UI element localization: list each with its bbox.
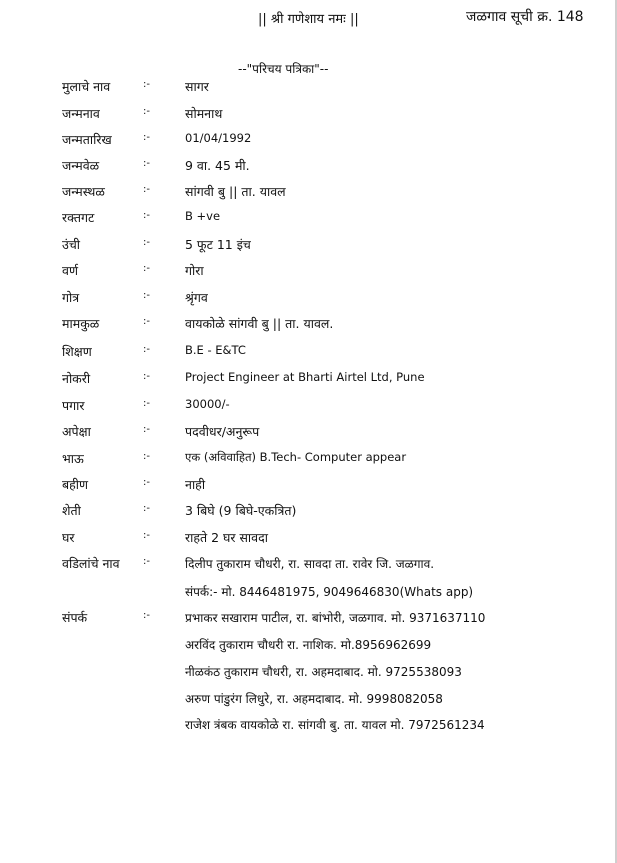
field-label: घर — [62, 530, 75, 545]
field-separator: :- — [143, 610, 150, 621]
field-label: बहीण — [62, 477, 89, 492]
field-label: वडिलांचे नाव — [62, 556, 120, 571]
field-value: सोमनाथ — [185, 106, 223, 121]
field-separator: :- — [143, 237, 150, 248]
field-separator: :- — [143, 184, 150, 195]
field-label: उंची — [62, 237, 81, 252]
field-separator: :- — [143, 424, 150, 435]
field-separator: :- — [143, 79, 150, 90]
father-contact-line: संपर्क:- मो. 8446481975, 9049646830(Whats app) — [185, 585, 474, 599]
field-label: संपर्क — [62, 610, 88, 625]
field-value: राहते 2 घर सावदा — [185, 530, 268, 545]
field-separator: :- — [143, 398, 150, 409]
field-value: दिलीप तुकाराम चौधरी, रा. सावदा ता. रावेर जि. जळगाव. — [185, 557, 435, 571]
field-value: एक (अविवाहित) B.Tech- Computer appear — [185, 450, 407, 464]
field-value: 3 बिघे (9 बिघे-एकत्रित) — [185, 503, 297, 518]
field-value: 01/04/1992 — [185, 131, 252, 145]
field-separator: :- — [143, 210, 150, 221]
field-label: भाऊ — [62, 451, 84, 466]
contact-line: राजेश त्रंबक वायकोळे रा. सांगवी बु. ता. यावल मो. 7972561234 — [185, 718, 485, 732]
field-separator: :- — [143, 132, 150, 143]
field-separator: :- — [143, 556, 150, 567]
field-label: मामकुळ — [62, 316, 100, 331]
field-separator: :- — [143, 503, 150, 514]
field-value: 9 वा. 45 मी. — [185, 158, 250, 173]
field-separator: :- — [143, 263, 150, 274]
field-value: 30000/- — [185, 397, 230, 411]
field-value: श्रृंगव — [185, 290, 208, 305]
field-label: मुलाचे नाव — [62, 79, 111, 94]
field-label: अपेक्षा — [62, 424, 91, 439]
field-label: जन्मनाव — [62, 106, 100, 121]
field-value: पदवीधर/अनुरूप — [185, 424, 260, 439]
field-separator: :- — [143, 106, 150, 117]
list-reference-number: जळगाव सूची क्र. 148 — [466, 9, 584, 25]
field-value: गोरा — [185, 263, 204, 278]
field-value: 5 फूट 11 इंच — [185, 237, 251, 252]
field-label: गोत्र — [62, 290, 80, 305]
field-value: B +ve — [185, 209, 221, 223]
field-value: B.E - E&TC — [185, 343, 246, 357]
field-label: वर्ण — [62, 263, 78, 278]
field-separator: :- — [143, 344, 150, 355]
field-separator: :- — [143, 451, 150, 462]
field-value: वायकोळे सांगवी बु || ता. यावल. — [185, 316, 334, 331]
contact-line: अरुण पांडुरंग लिधुरे, रा. अहमदाबाद. मो. 9998082058 — [185, 692, 443, 706]
field-value: Project Engineer at Bharti Airtel Ltd, Pune — [185, 370, 425, 384]
field-label: शिक्षण — [62, 344, 92, 359]
field-separator: :- — [143, 316, 150, 327]
document-title: --"परिचय पत्रिका"-- — [238, 62, 329, 76]
field-label: जन्मतारिख — [62, 132, 112, 147]
field-separator: :- — [143, 158, 150, 169]
field-separator: :- — [143, 371, 150, 382]
field-separator: :- — [143, 477, 150, 488]
contact-line: नीळकंठ तुकाराम चौधरी, रा. अहमदाबाद. मो. 9725538093 — [185, 665, 462, 679]
contact-line: अरविंद तुकाराम चौधरी रा. नाशिक. मो.8956962699 — [185, 638, 432, 652]
field-label: शेती — [62, 503, 81, 518]
field-separator: :- — [143, 290, 150, 301]
field-value: नाही — [185, 477, 206, 492]
field-label: जन्मवेळ — [62, 158, 100, 173]
field-value: सागर — [185, 79, 209, 94]
field-label: जन्मस्थळ — [62, 184, 105, 199]
field-separator: :- — [143, 530, 150, 541]
field-value: सांगवी बु || ता. यावल — [185, 184, 286, 199]
field-label: रक्तगट — [62, 210, 95, 225]
contact-line: प्रभाकर सखाराम पाटील, रा. बांभोरी, जळगाव. मो. 9371637110 — [185, 611, 486, 625]
field-label: नोकरी — [62, 371, 91, 386]
field-label: पगार — [62, 398, 85, 413]
header-invocation: || श्री गणेशाय नमः || — [258, 12, 359, 27]
